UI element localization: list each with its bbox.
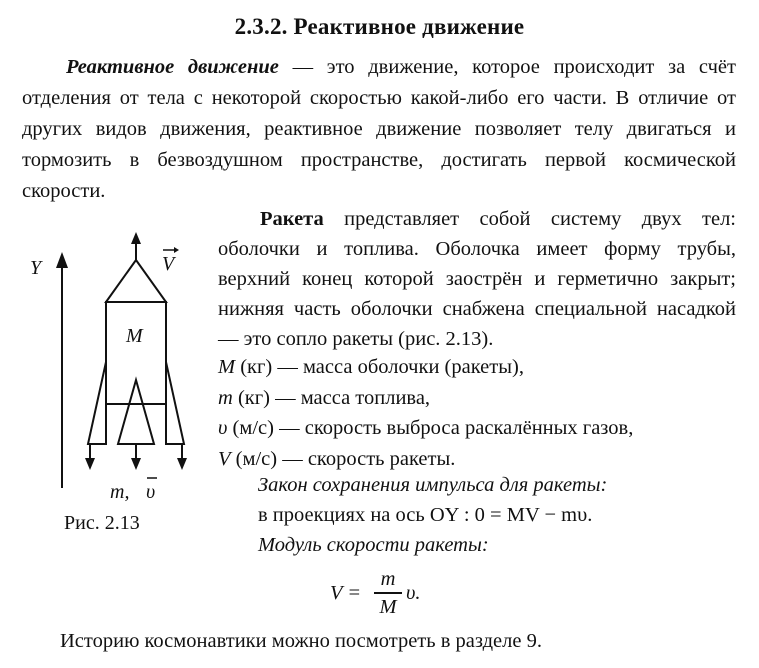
figure-caption: Рис. 2.13 bbox=[64, 512, 140, 534]
section-title: 2.3.2. Реактивное движение bbox=[234, 14, 525, 39]
intro-term: Реактивное движение bbox=[66, 56, 279, 78]
rocket-left-fin bbox=[88, 362, 106, 444]
momentum-law-title: Закон сохранения импульса для ракеты: bbox=[258, 474, 608, 496]
definition-row: m (кг) — масса топлива, bbox=[218, 386, 431, 409]
formula-rhs: υ. bbox=[406, 582, 421, 604]
rocket-body bbox=[106, 302, 166, 404]
velocity-vector-tip bbox=[174, 247, 179, 253]
exhaust-arrowhead-center bbox=[131, 458, 141, 470]
formula-lhs: V = bbox=[330, 582, 362, 604]
y-axis-arrowhead bbox=[56, 252, 68, 268]
rocket-nozzle bbox=[118, 380, 154, 444]
velocity-label: V bbox=[162, 253, 175, 275]
exhaust-speed-label: υ bbox=[146, 481, 156, 503]
footer-note: Историю космонавтики можно посмотреть в разделе 9. bbox=[60, 630, 542, 652]
rocket-text: представляет собой систему двух тел: оболочки и топлива. Оболочка имеет форму трубы, верхний конец которой заострён и герметично закрыт; нижняя часть оболочки снабжена специальной насадкой — это сопло ракеты (рис. 2.13). bbox=[218, 208, 736, 350]
rocket-figure bbox=[0, 230, 215, 510]
definition-row: V (м/с) — скорость ракеты. bbox=[218, 447, 456, 470]
shell-mass-label: M bbox=[126, 325, 143, 347]
rocket-right-fin bbox=[166, 362, 184, 444]
y-axis-label: Y bbox=[30, 257, 42, 279]
speed-formula bbox=[330, 568, 480, 628]
definitions-list bbox=[218, 352, 633, 474]
exhaust-arrowhead-left bbox=[85, 458, 95, 470]
rocket-paragraph bbox=[218, 204, 736, 354]
formula-fraction bbox=[374, 568, 402, 618]
intro-paragraph bbox=[22, 52, 736, 207]
fraction-bar bbox=[374, 592, 402, 594]
rocket-term: Ракета bbox=[260, 208, 324, 230]
intro-text: — это движение, которое происходит за счёт отделения от тела с некоторой скоростью какой-либо его части. В отличие от других видов движения, реактивное движение позволяет телу двигаться и тормозить в безвоздушном пространстве, достигать первой космической скорости. bbox=[22, 56, 736, 202]
fuel-mass-label: m, bbox=[110, 481, 130, 503]
projection-equation: в проекциях на ось OY : 0 = MV − mυ. bbox=[258, 504, 593, 526]
velocity-arrowhead bbox=[131, 232, 141, 244]
exhaust-arrowhead-right bbox=[177, 458, 187, 470]
formula-denominator: M bbox=[379, 595, 397, 618]
definition-row: M (кг) — масса оболочки (ракеты), bbox=[218, 356, 524, 378]
speed-modulus-title: Модуль скорости ракеты: bbox=[258, 534, 489, 556]
definition-row: υ (м/с) — скорость выброса раскалённых газов, bbox=[218, 417, 634, 439]
formula-numerator: m bbox=[380, 568, 396, 590]
rocket-nose bbox=[106, 260, 166, 302]
